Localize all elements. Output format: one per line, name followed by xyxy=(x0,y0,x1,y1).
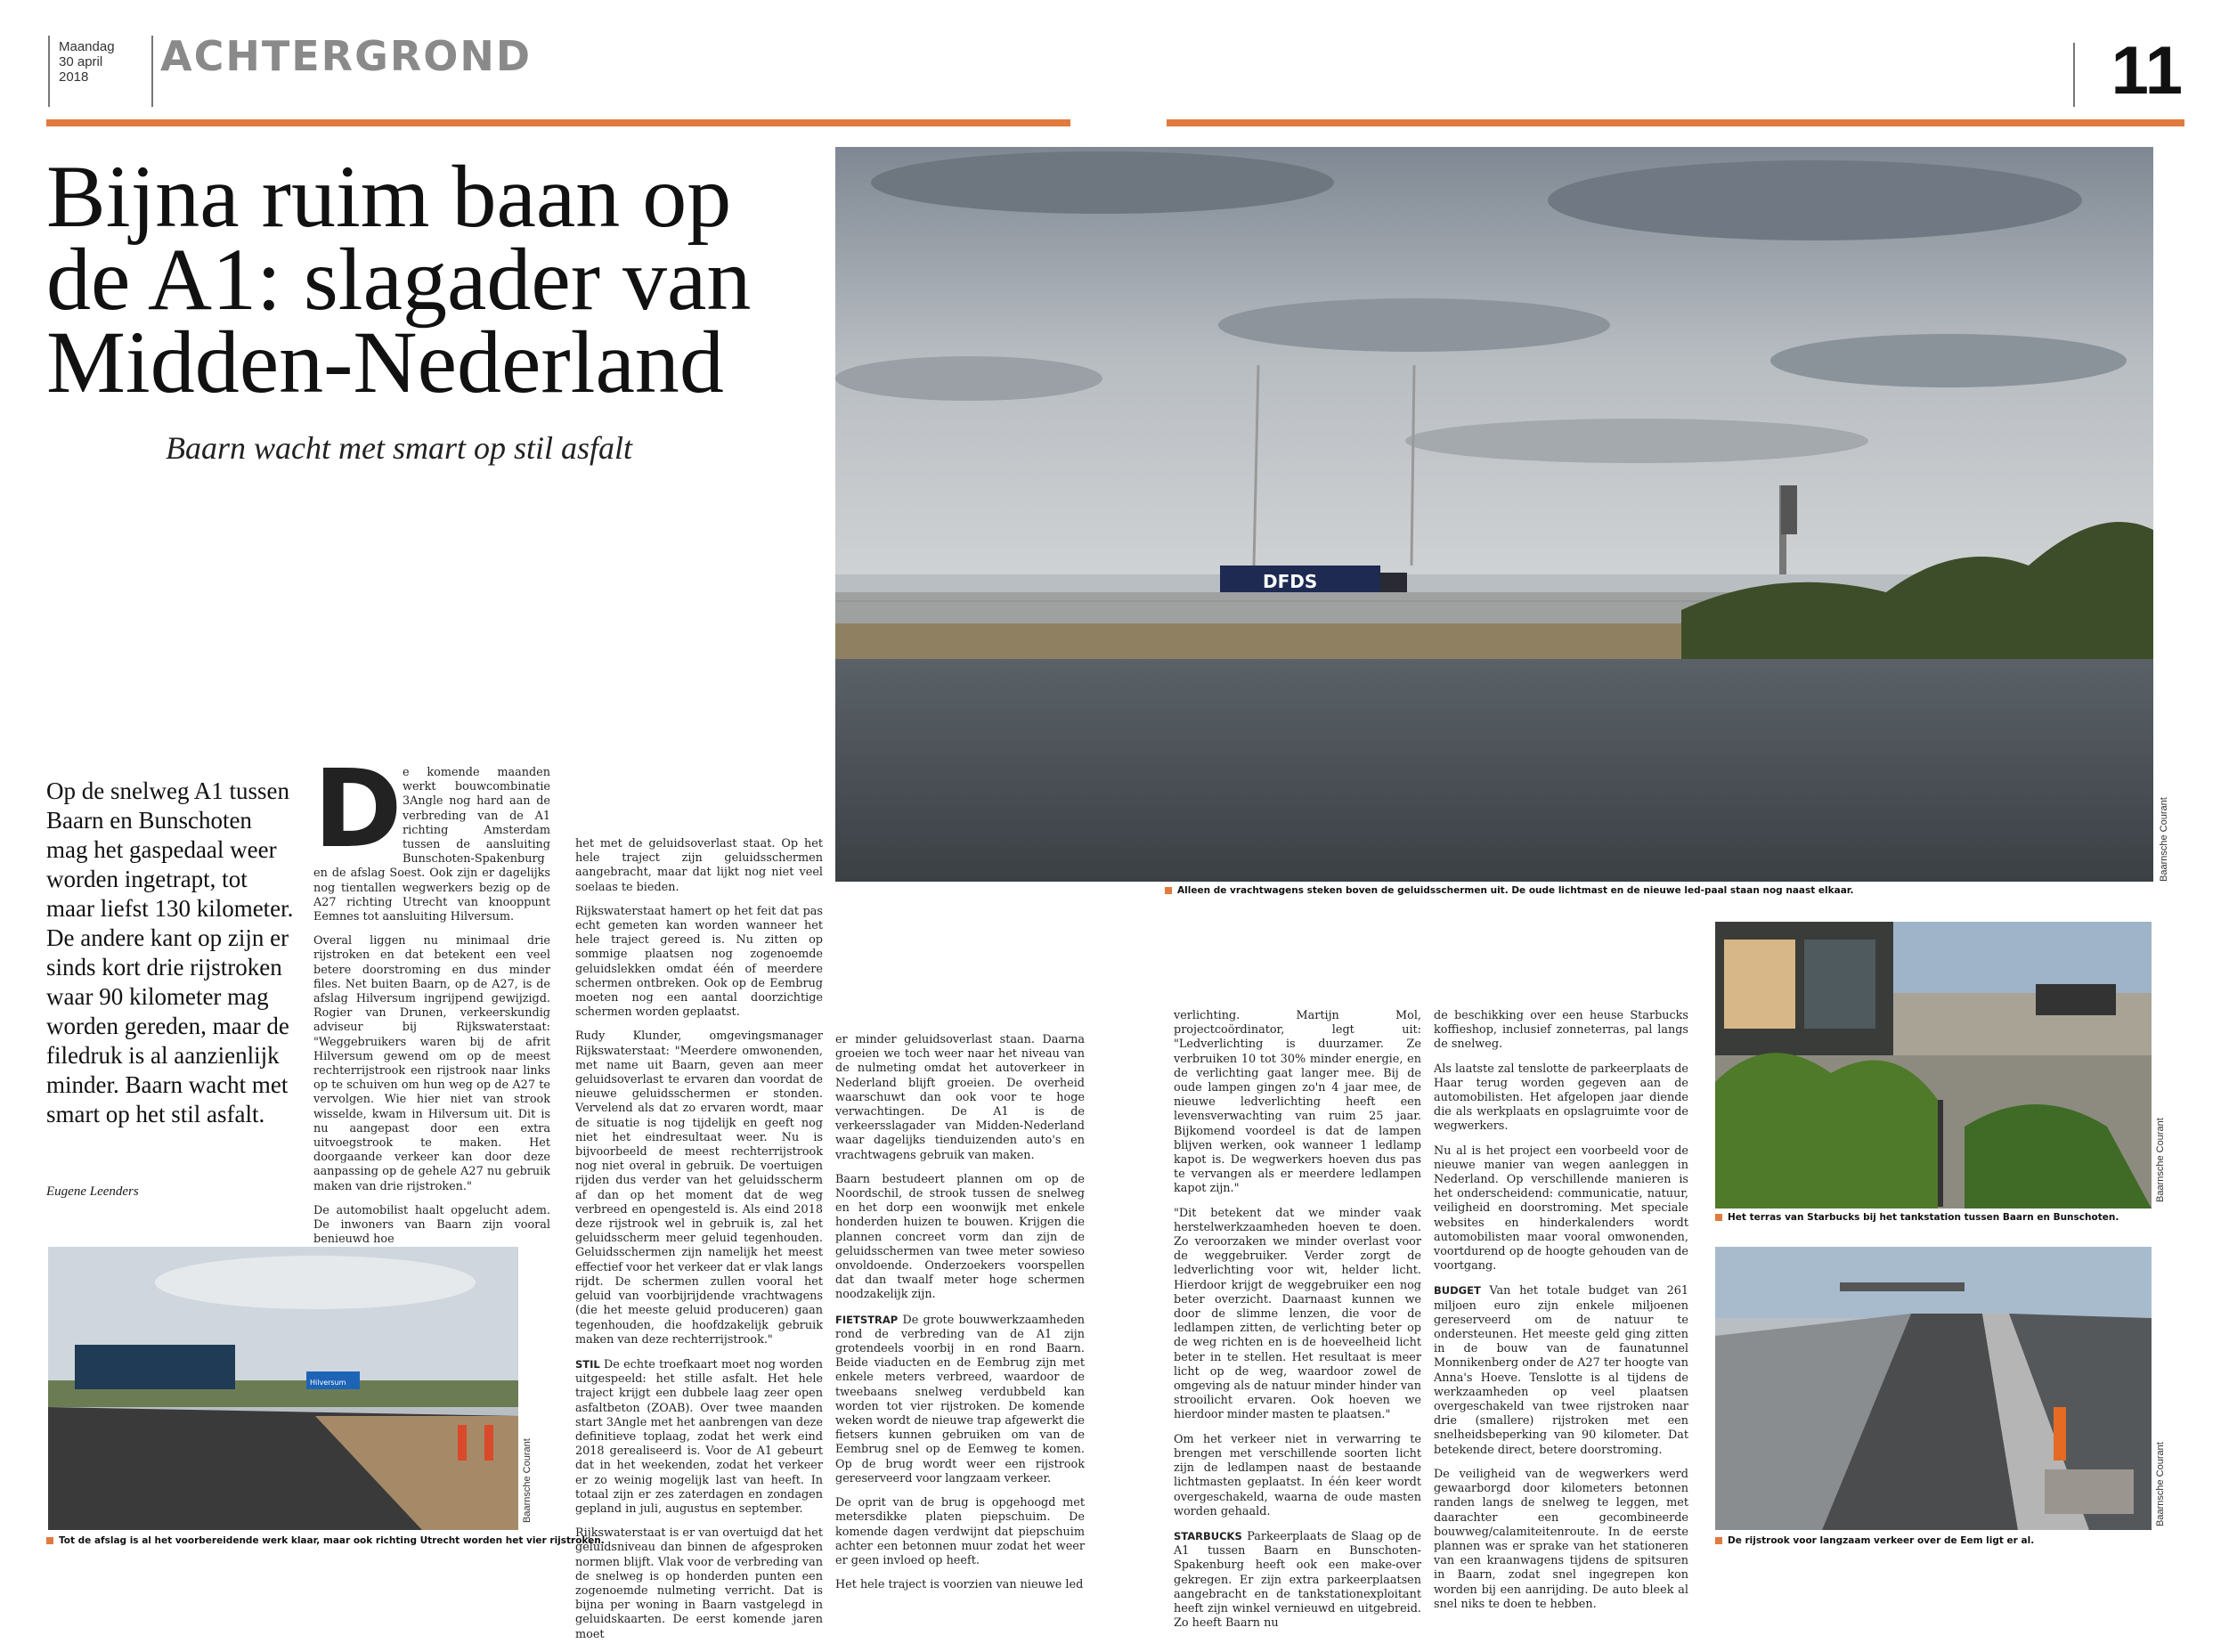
header-rule-right xyxy=(1167,119,2184,126)
photo-credit-main: Baarnsche Courant xyxy=(2159,797,2169,882)
right-bottom-photo-caption xyxy=(1715,1535,2034,1546)
body-column-5 xyxy=(1434,1009,1688,1622)
photo-credit-right-top: Baarnsche Courant xyxy=(2155,1118,2166,1202)
paragraph: De automobilist haalt opgelucht adem. De inwoners van Baarn zijn vooral benieuwd hoe xyxy=(313,1203,550,1247)
intro-paragraph: Op de snelweg A1 tussen Baarn en Bunschoten mag het gaspedaal weer worden ingetrapt, tot maar liefst 130 kilometer. De andere kant op zijn er sinds kort drie rijstroken waar 90 kilometer mag worden gereden, maar de filedruk is al aanzienlijk minder. Baarn wacht met smart op het stil asfalt. xyxy=(46,777,294,1127)
paragraph: er minder geluidsoverlast staan. Daarna groeien we toch weer naar het niveau van de nulmeting omdat het autoverkeer in Nederland blijft groeien. De overheid waarschuwt dan ook voor te hoge verwachtingen. De A1 is de verkeersslagader van Midden-Nederland waar dagelijks tienduizenden auto's en vrachtwagens gebruik van maken. xyxy=(835,1033,1085,1162)
paragraph xyxy=(1434,1283,1688,1457)
paragraph: Rudy Klunder, omgevingsmanager Rijkswaterstaat: "Meerdere omwonenden, met name uit Baarn, geven aan meer geluidsoverlast te ervaren dan voordat de nieuwe geluidsschermen er stonden. Vervelend als dat zo ervaren wordt, maar de situatie is nog tijdelijk en geeft nog niet het eindresultaat weer. Nu is bijvoorbeeld de meest rechterrijstrook nog niet overal in gebruik. De voertuigen rijden dus verder van het geluidsscherm af dan op het moment dat de weg verbreed en opengesteld is. Als eind 2018 deze rijstrook wel in gebruik is, zal het geluidsscherm meer geluid tegenhouden. Geluidsschermen zijn namelijk het meest effectief voor het verkeer dat er vlak langs rijdt. De schermen zullen vooral het geluid van voorbijrijdende vrachtwagens (die het meeste geluid produceren) gaan tegenhouden, die hoofdzakelijk gebruik maken van deze rechterrijstrook." xyxy=(575,1029,823,1347)
header-divider-mid xyxy=(151,36,153,107)
header-divider-right xyxy=(2073,43,2075,107)
photo-credit-right-bottom: Baarnsche Courant xyxy=(2155,1442,2166,1526)
paragraph: Om het verkeer niet in verwarring te brengen met verschillende soorten licht zijn de ledlampen naast de bestaande lichtmasten geplaatst. In één keer wordt overgeschakeld, waarna de oude masten worden gehaald. xyxy=(1174,1432,1421,1518)
main-caption-text: Alleen de vrachtwagens steken boven de geluidsschermen uit. De oude lichtmast en de nieuwe led-paal staan nog naast elkaar. xyxy=(1177,885,1854,896)
body-column-4 xyxy=(1174,1009,1421,1640)
body-column-1 xyxy=(313,748,550,1257)
paragraph: het met de geluidsoverlast staat. Op het hele traject zijn geluidsschermen aangebracht, maar dat lijkt nog niet veel soelaas te bieden. xyxy=(575,837,823,894)
caption-bullet-icon xyxy=(1715,1537,1722,1544)
header-rule-left xyxy=(46,119,1070,126)
headline: Bijna ruim baan op de A1: slagader van Midden-Nederland xyxy=(46,147,752,411)
caption-bullet-icon xyxy=(1165,887,1172,894)
paragraph: Overal liggen nu minimaal drie rijstroken en dat betekent een veel betere doorstroming en dus minder files. Net buiten Baarn, op de A27, is de afslag Hilversum ingrijpend gewijzigd. Rogier van Drunen, verkeerskundig adviseur bij Rijkswaterstaat: "Weggebruikers waren bij de afrit Hilversum gewend om op de meest rechterrijstrook een rijstrook naar links op te schuiven om hun weg op de A27 te vervolgen. Wie hier niet van strook wisselde, kwam in Hilversum uit. Dit is nu aangepast door een extra uitvoegstrook te maken. Het doorgaande verkeer kan door deze aanpassing op de gehele A27 nu gebruik maken van drie rijstroken." xyxy=(313,934,550,1193)
road-sign-text: Hilversum xyxy=(310,1379,346,1387)
left-photo-caption xyxy=(46,1535,605,1546)
page-number: 11 xyxy=(2111,33,2183,109)
right-photo-starbucks-terrace xyxy=(1715,922,2152,1208)
paragraph-text: De grote bouwwerkzaamheden rond de verbreding van de A1 zijn grotendeels voorbij in en rond Baarn. Beide viaducten en de Eembrug zijn met enkele meters verbreed, waardoor de tweebaans snelweg verdubbeld kan worden tot vier rijstroken. De komende weken wordt de nieuwe trap afgewerkt die fietsers kunnen gebruiken om van de Eembrug snel op de Eemweg te komen. Op de brug wordt weer een rijstrook gereserveerd voor langzaam verkeer. xyxy=(835,1313,1085,1485)
paragraph xyxy=(313,748,550,924)
paragraph: de beschikking over een heuse Starbucks koffieshop, inclusief zonneterras, pal langs de snelweg. xyxy=(1434,1009,1688,1052)
paragraph: Als laatste zal tenslotte de parkeerplaats de Haar terug worden gegeven aan de automobilisten. Het afgelopen jaar diende die als werkplaats en opslagruimte voor de wegwerkers. xyxy=(1434,1062,1688,1134)
right-photo-bridge-lane xyxy=(1715,1247,2152,1530)
paragraph: Baarn bestudeert plannen om op de Noordschil, de strook tussen de snelweg en het dorp een woonwijk met enkele honderden huizen te bouwen. Krijgen die plannen concreet vorm dan zijn de geluidsschermen van twee meter sowieso onvoldoende. Onderzoekers voorspellen dat dan twaalf meter hoge schermen noodzakelijk zijn. xyxy=(835,1172,1085,1302)
right-top-caption-text: Het terras van Starbucks bij het tankstation tussen Baarn en Bunschoten. xyxy=(1728,1212,2119,1223)
paragraph-text: Parkeerplaats de Slaag op de A1 tussen Baarn en Bunschoten-Spakenburg heeft ook een make-over gekregen. Er zijn extra parkeerplaatsen aangebracht en de tankstationexploitant heeft zijn winkel vernieuwd en uitgebreid. Zo heeft Baarn nu xyxy=(1174,1529,1421,1631)
paragraph xyxy=(1174,1529,1421,1631)
subheadline: Baarn wacht met smart op stil asfalt xyxy=(166,430,633,466)
date-day-month: 30 april xyxy=(59,54,103,69)
main-photo-caption xyxy=(1165,885,1853,896)
date-year: 2018 xyxy=(59,69,89,85)
paragraph-text: e komende maanden werkt bouwcombinatie 3Angle nog hard aan de verbreding van de A1 richting Amsterdam tussen de aansluiting Bunschoten-Spakenburg en de afslag Soest. Ook zijn er dagelijks nog tientallen wegwerkers bezig op de A27 richting Utrecht van knooppunt Eemnes tot aansluiting Hilversum. xyxy=(313,766,550,924)
body-column-3 xyxy=(835,1033,1085,1602)
left-caption-text: Tot de afslag is al het voorbereidende werk klaar, maar ook richting Utrecht worden het vier rijstroken. xyxy=(59,1535,605,1546)
truck-logo: DFDS xyxy=(1263,571,1318,592)
paragraph: Rijkswaterstaat hamert op het feit dat pas echt gemeten kan worden wanneer het hele traject gereed is. Nu zitten op sommige plaatsen nog zogenoemde geluidslekken omdat één of meerdere schermen ontbreken. Ook op de Eembrug moeten nog een aantal doorzichtige schermen worden geplaatst. xyxy=(575,904,823,1020)
paragraph-text: De echte troefkaart moet nog worden uitgespeeld: het stille asfalt. Het hele traject krijgt een dubbele laag zeer open asfaltbeton (ZOAB). Over twee maanden start 3Angle met het aanbrengen van deze definitieve toplaag, zodat het werk eind 2018 gerealiseerd is. Voor de A1 gebeurt dat in het weekenden, zodat het verkeer er zo weinig mogelijk last van heeft. In totaal zijn er zes zaterdagen en zondagen gepland in juli, augustus en september. xyxy=(575,1357,824,1516)
body-column-2 xyxy=(575,837,823,1652)
paragraph: verlichting. Martijn Mol, projectcoördinator, legt uit: "Ledverlichting is duurzamer. Ze verbruiken 10 tot 30% minder energie, en de verlichting gaat langer mee. Bij de oude lampen gingen zo'n 4 jaar mee, de nieuwe ledverlichting heeft een levensverwachting van ruim 25 jaar. Bijkomend voordeel is dat de lampen blijven werken, ook wanneer 1 ledlamp kapot is. De wegwerkers hoeven dus pas te vervangen als er meerdere ledlampen kapot zijn." xyxy=(1174,1009,1421,1196)
paragraph: De veiligheid van de wegwerkers werd gewaarborgd door kilometers betonnen randen langs de snelweg te leggen, met daarachter een gecombineerde bouwweg/calamiteitenroute. In de eerste plannen was er sprake van het stationeren van een kraanwagens tijdens de spitsuren in Baarn, zodat snel ingegrepen kon worden bij een aanrijding. De auto bleek al snel niks te doen te hebben. xyxy=(1434,1467,1688,1611)
date-weekday: Maandag xyxy=(59,39,115,54)
right-bottom-caption-text: De rijstrook voor langzaam verkeer over de Eem ligt er al. xyxy=(1728,1535,2035,1546)
left-photo-road-works xyxy=(48,1247,518,1530)
paragraph: De oprit van de brug is opgehoogd met metersdikke platen piepschuim. De komende dagen verdwijnt dat piepschuim achter een betonnen muur zodat het weer er geen invloed op heeft. xyxy=(835,1496,1085,1567)
photo-credit-left: Baarnsche Courant xyxy=(522,1438,533,1523)
drop-cap: D xyxy=(313,748,403,872)
subhead-keyword: STIL xyxy=(575,1357,600,1371)
paragraph xyxy=(835,1313,1085,1486)
header-divider-left xyxy=(48,36,50,107)
paragraph: "Dit betekent dat we minder vaak herstelwerkzaamheden hoeven te doen. Zo veroorzaken we minder overlast voor de weggebruiker. Verder zorgt de ledverlichting voor wit, helder licht. Hierdoor krijgt de weggebruiker een nog beter overzicht. Daarnaast kunnen we door de slimme lenzen, die voor de ledlampen zitten, de verlichting beter op de weg richten en is de hoeveelheid licht beter in te stellen. Het resultaat is meer licht op de weg, waardoor zowel de omgeving als de natuur minder hinder van strooilicht ervaren. Ook hoeven we hierdoor minder masten te plaatsen." xyxy=(1174,1206,1421,1422)
caption-bullet-icon xyxy=(1715,1214,1722,1221)
main-photo-highway xyxy=(835,147,2153,882)
caption-bullet-icon xyxy=(46,1537,53,1544)
paragraph-text: Van het totale budget van 261 miljoen euro zijn enkele miljoenen gereserveerd om de natuur te ondersteunen. Het meeste geld ging zitten in de bouw van de faunatunnel Monnikenberg onder de A27 ter hoogte van Anna's Hoeve. Tenslotte is al tijdens de werkzaamheden op veel plaatsen overgeschakeld van twee rijstroken naar drie (smallere) rijstroken met een snelheidsbeperking van 90 kilometer. Dat betekende direct, betere doorstroming. xyxy=(1434,1284,1689,1457)
right-top-photo-caption xyxy=(1715,1212,2119,1223)
section-title: ACHTERGROND xyxy=(160,32,533,80)
issue-date xyxy=(59,39,148,85)
paragraph xyxy=(575,1357,823,1517)
subhead-keyword: FIETSTRAP xyxy=(835,1313,899,1326)
author-byline: Eugene Leenders xyxy=(46,1184,139,1199)
paragraph: Nu al is het project een voorbeeld voor de nieuwe manier van wegen aanleggen in Nederland. Op verschillende manieren is het onderscheidend: communicatie, natuur, veiligheid en doorstroming. Met speciale websites en hinderkalenders wordt automobilisten maar vooral omwonenden, voortdurend op de hoogte gehouden van de voortgang. xyxy=(1434,1143,1688,1274)
subhead-keyword: STARBUCKS xyxy=(1174,1529,1242,1542)
paragraph: Rijkswaterstaat is er van overtuigd dat het geluidsniveau dan binnen de afgesproken normen blijft. Vlak voor de verbreding van de snelweg is op honderden punten een zogenoemde nulmeting verricht. Dat is bijna per woning in Baarn vastgelegd in geluidskaarten. De eerst komende jaren moet xyxy=(575,1526,823,1641)
subhead-keyword: BUDGET xyxy=(1434,1284,1481,1298)
paragraph: Het hele traject is voorzien van nieuwe led xyxy=(835,1578,1084,1592)
